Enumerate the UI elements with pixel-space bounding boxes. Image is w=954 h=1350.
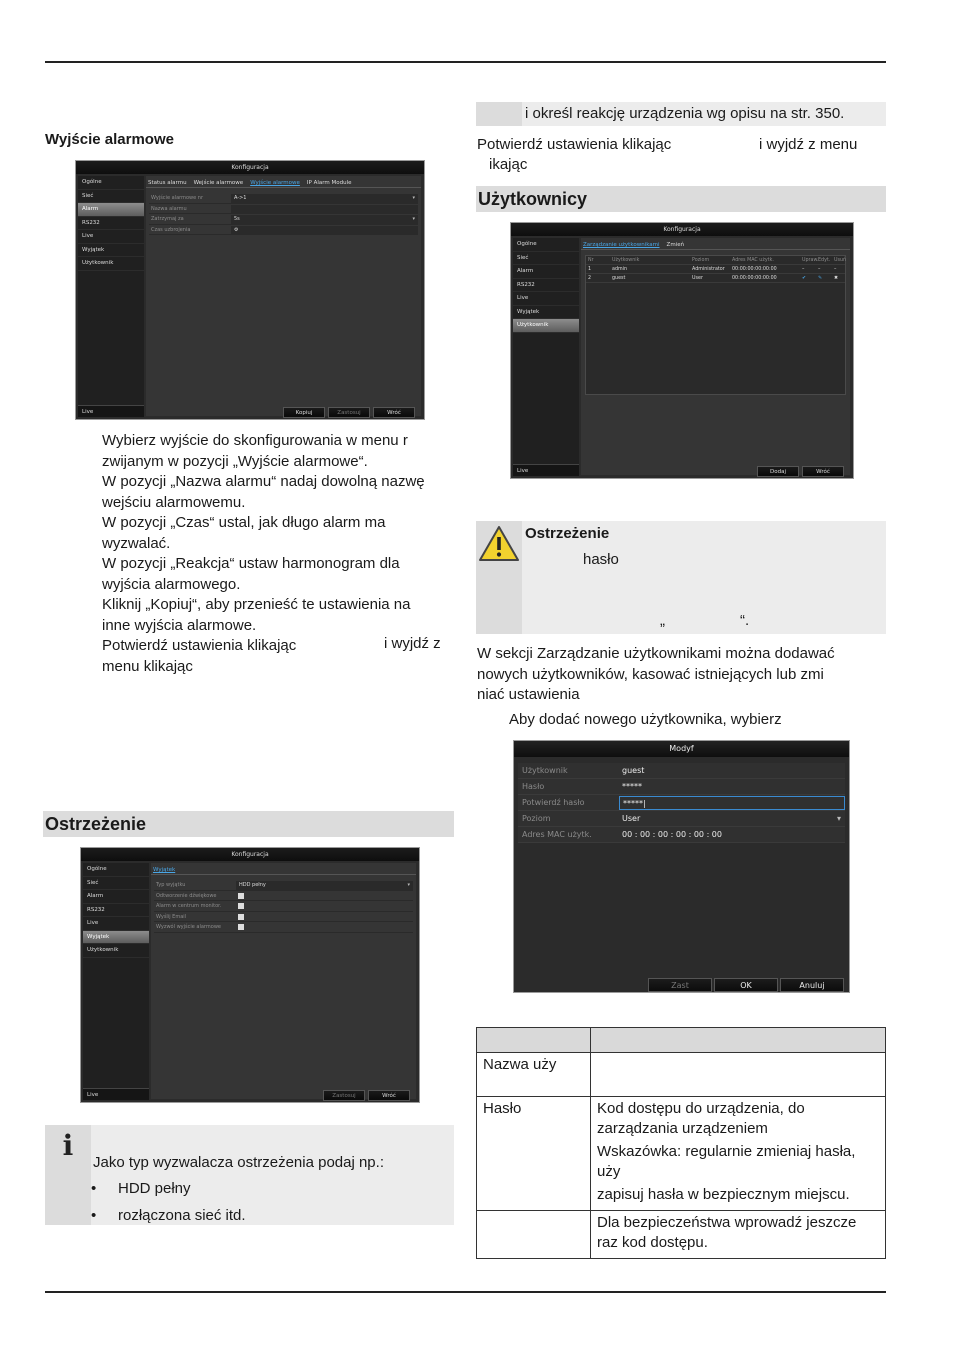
main-panel <box>151 863 416 1099</box>
setting-label: Alarm w centrum monitor. <box>156 903 222 909</box>
info-bullet-1-text: HDD pełny <box>118 1180 191 1197</box>
sidebar-live[interactable]: Live <box>513 464 579 476</box>
screenshot-users <box>510 222 854 479</box>
table-header-cell <box>477 1028 591 1053</box>
text-line: W sekcji Zarządzanie użytkownikami można dodawać <box>477 645 835 662</box>
heading-warning-section: Ostrzeżenie <box>43 811 454 837</box>
column-header: Usuń <box>834 258 847 263</box>
chevron-down-icon: ▾ <box>412 216 415 222</box>
table-row <box>477 1053 886 1097</box>
sidebar-item-ogolne[interactable]: Ogólne <box>83 863 149 877</box>
dialog-row <box>518 779 845 795</box>
setting-value-field[interactable]: A->1 <box>231 194 418 203</box>
dialog-label: Adres MAC użytk. <box>522 830 592 839</box>
dialog-label: Hasło <box>522 782 545 791</box>
dialog-label: Poziom <box>522 814 551 823</box>
setting-row <box>154 880 413 891</box>
sidebar-item-live[interactable]: Live <box>78 230 144 244</box>
setting-label: Typ wyjątku <box>156 882 186 888</box>
table-cell-desc-line: Dla bezpieczeństwa wprowadź jeszcze raz kod dostępu. <box>597 1214 857 1251</box>
window-title: Konfiguracja <box>76 161 424 174</box>
sidebar-live[interactable]: Live <box>83 1088 149 1100</box>
wroc-button[interactable]: Wróć <box>802 466 844 477</box>
zastosuj-button[interactable]: Zastosuj <box>323 1090 365 1101</box>
tab-bar <box>581 240 850 250</box>
user-management-paragraph <box>477 644 885 706</box>
sidebar-live[interactable]: Live <box>78 405 144 417</box>
dialog-row <box>518 811 845 827</box>
exception-type-select[interactable]: HDD pełny <box>236 881 413 890</box>
dialog-title: Modyf <box>514 741 849 757</box>
info-box-side <box>45 1125 91 1225</box>
potwierdz-haslo-field[interactable]: *****| <box>619 796 845 810</box>
table-header-row <box>477 1028 886 1053</box>
kopiuj-button[interactable]: Kopiuj <box>283 407 325 418</box>
edit-icon[interactable]: – <box>818 267 821 272</box>
text-line: inne wyjścia alarmowe. <box>102 616 257 634</box>
haslo-field[interactable]: ***** <box>622 782 642 791</box>
sidebar-item-ogolne[interactable]: Ogólne <box>78 176 144 190</box>
table-cell-desc-line: Wskazówka: regularnie zmieniaj hasła, uży <box>597 1143 856 1180</box>
setting-row <box>149 204 418 215</box>
sidebar-item-alarm[interactable]: Alarm <box>83 890 149 904</box>
tab-zarzadzanie-uzytkownikami[interactable]: Zarządzanie użytkownikami <box>583 242 660 248</box>
checkbox[interactable] <box>238 893 244 899</box>
column-header: Adres MAC użytk. <box>732 258 774 263</box>
text-line: W pozycji „Czas“ ustal, jak długo alarm ma <box>102 514 386 531</box>
top-rule <box>45 61 886 63</box>
text-line: Wybierz wyjście do skonfigurowania w menu r <box>102 432 408 449</box>
chevron-down-icon: ▾ <box>412 195 415 201</box>
sidebar-item-wyjatek[interactable]: Wyjątek <box>513 306 579 320</box>
sidebar-item-rs232[interactable]: RS232 <box>513 279 579 293</box>
text-line: W pozycji „Reakcja“ ustaw harmonogram dla <box>102 555 400 572</box>
table-cell-desc <box>591 1211 886 1259</box>
top-note-band <box>476 102 886 126</box>
sidebar <box>78 176 144 417</box>
screenshot-exception <box>80 847 420 1103</box>
settings-rows <box>154 880 413 933</box>
button-bar <box>280 399 415 416</box>
user-cell: Administrator <box>692 267 725 272</box>
warning-box <box>476 521 886 634</box>
table-cell-param <box>477 1211 591 1259</box>
setting-label: Zatrzymaj za <box>151 216 184 222</box>
zastosuj-button[interactable]: Zastosuj <box>328 407 370 418</box>
setting-row <box>149 214 418 225</box>
top-note-band-side <box>476 102 522 126</box>
confirm-text-b: i wyjdź z menu <box>759 136 858 153</box>
setting-label: Nazwa alarmu <box>151 205 187 212</box>
user-table <box>585 255 846 395</box>
text-line: wyzwalać. <box>102 534 171 552</box>
text-line: Kliknij „Kopiuj“, aby przenieść te ustawienia na <box>102 596 411 613</box>
delete-icon[interactable]: ✖ <box>834 276 839 281</box>
table-header-cell <box>591 1028 886 1053</box>
text-line: menu klikając <box>102 657 193 675</box>
setting-label: Wyjście alarmowe nr <box>151 195 204 201</box>
confirm-tail-text: i wyjdź z <box>384 635 441 652</box>
table-row <box>477 1097 886 1211</box>
dialog-label: Użytkownik <box>522 766 568 775</box>
tab-ip-alarm-module[interactable]: IP Alarm Module <box>306 180 352 186</box>
add-user-instruction: Aby dodać nowego użytkownika, wybierz <box>509 711 782 728</box>
main-panel <box>581 238 850 475</box>
dialog-label: Potwierdź hasło <box>522 798 585 807</box>
table-row <box>477 1211 886 1259</box>
button-bar <box>754 458 844 475</box>
section-title-alarm-output: Wyjście alarmowe <box>45 131 174 148</box>
user-table-header <box>586 256 845 265</box>
top-note-text: i określ reakcję urządzenia wg opisu na str. 350. <box>525 105 845 122</box>
sidebar-item-rs232[interactable]: RS232 <box>83 904 149 918</box>
setting-value-field[interactable]: 5s <box>231 215 418 224</box>
warning-password-word: hasło <box>583 551 619 568</box>
sidebar-item-live[interactable]: Live <box>83 917 149 931</box>
sidebar-item-siec[interactable]: Sieć <box>83 877 149 891</box>
setting-row <box>154 912 413 923</box>
tab-bar <box>146 178 421 188</box>
info-bullet-2-text: rozłączona sieć itd. <box>118 1207 246 1224</box>
sidebar-item-uzytkownik[interactable]: Użytkownik <box>513 319 579 333</box>
screenshot-alarm-output <box>75 160 425 420</box>
checkbox[interactable] <box>238 903 244 909</box>
text-line: niać ustawienia <box>477 686 580 703</box>
setting-label: Czas uzbrojenia <box>151 226 191 233</box>
table-cell-desc <box>591 1053 886 1097</box>
tab-bar <box>151 865 416 875</box>
user-cell: 00:00:00:00:00:00 <box>732 276 777 281</box>
setting-value-field[interactable]: ⚙ <box>231 226 418 235</box>
text-line: nowych użytkowników, kasować istniejących lub zmi <box>477 665 824 683</box>
adres-mac-uzytk-field[interactable]: 00 : 00 : 00 : 00 : 00 : 00 <box>622 830 722 839</box>
bottom-rule <box>45 1291 886 1293</box>
sidebar-item-siec[interactable]: Sieć <box>78 190 144 204</box>
confirm-text-c: ikając <box>489 156 528 173</box>
poziom-field[interactable]: User <box>622 814 641 823</box>
delete-icon[interactable]: – <box>834 267 837 272</box>
table-row[interactable] <box>586 265 845 274</box>
setting-label: Wyślij Email <box>156 913 187 920</box>
sidebar-item-uzytkownik[interactable]: Użytkownik <box>78 257 144 271</box>
warning-title: Ostrzeżenie <box>525 525 610 542</box>
wroc-button[interactable]: Wróć <box>373 407 415 418</box>
user-cell: admin <box>612 267 628 272</box>
setting-label: Wyzwól wyjście alarmowe <box>156 924 221 930</box>
table-cell-param: Hasło <box>477 1097 591 1211</box>
setting-label: Odtworzenie dźwiękowe <box>156 892 217 899</box>
table-cell-desc <box>591 1097 886 1211</box>
warning-icon <box>478 525 520 563</box>
table-cell-desc-line: Kod dostępu do urządzenia, do zarządzania urządzeniem <box>597 1100 805 1137</box>
info-box: i Jako typ wyzwalacza ostrzeżenia podaj np.: • HDD pełny • rozłączona sieć itd. <box>45 1125 454 1225</box>
user-cell: User <box>692 276 703 281</box>
uzytkownik-field[interactable]: guest <box>622 766 645 775</box>
text-line: wyjścia alarmowego. <box>102 575 241 593</box>
text-line: wejściu alarmowemu. <box>102 493 246 511</box>
sidebar-item-rs232[interactable]: RS232 <box>78 217 144 231</box>
sidebar-item-siec[interactable]: Sieć <box>513 252 579 266</box>
setting-value-field[interactable] <box>231 205 418 214</box>
setting-row <box>154 922 413 933</box>
tab-status-alarmu[interactable]: Status alarmu <box>148 180 187 186</box>
edit-icon[interactable]: ✎ <box>818 276 823 281</box>
sidebar-item-live[interactable]: Live <box>513 292 579 306</box>
user-cell: 2 <box>588 276 592 281</box>
main-panel <box>146 176 421 416</box>
dialog-row <box>518 763 845 779</box>
sidebar-item-wyjatek[interactable]: Wyjątek <box>78 244 144 258</box>
warning-quote-fragment: „ “. <box>660 612 750 629</box>
window-title: Konfiguracja <box>511 223 853 236</box>
sidebar <box>83 863 149 1100</box>
checkbox[interactable] <box>238 924 244 930</box>
permission-icon[interactable]: – <box>802 267 805 272</box>
sidebar-item-alarm[interactable]: Alarm <box>513 265 579 279</box>
dodaj-button[interactable]: Dodaj <box>757 466 799 477</box>
checkbox[interactable] <box>238 914 244 920</box>
modify-user-dialog <box>513 740 850 993</box>
tab-wejscie-alarmowe[interactable]: Wejście alarmowe <box>193 180 244 186</box>
confirm-text-a: Potwierdź ustawienia klikając <box>477 136 672 153</box>
column-header: Upraw. <box>802 258 819 263</box>
chevron-down-icon: ▾ <box>836 814 841 823</box>
setting-row <box>149 193 418 204</box>
setting-row <box>154 891 413 902</box>
setting-row <box>149 225 418 236</box>
zast-button[interactable]: Zast <box>648 978 712 992</box>
tab-zmien[interactable]: Zmień <box>666 242 685 248</box>
table-row[interactable] <box>586 274 845 283</box>
column-header: Edyt. <box>818 258 831 263</box>
dialog-row <box>518 795 845 811</box>
text-line: W pozycji „Nazwa alarmu“ nadaj dowolną nazwę <box>102 473 425 490</box>
settings-rows <box>149 193 418 235</box>
window-title: Konfiguracja <box>81 848 419 861</box>
warning-box-side <box>476 521 522 634</box>
anuluj-button[interactable]: Anuluj <box>780 978 844 992</box>
button-bar <box>320 1082 410 1099</box>
user-cell: 00:00:00:00:00:00 <box>732 267 777 272</box>
sidebar-item-alarm[interactable]: Alarm <box>78 203 144 217</box>
sidebar-item-ogolne[interactable]: Ogólne <box>513 238 579 252</box>
wroc-button[interactable]: Wróć <box>368 1090 410 1101</box>
chevron-down-icon: ▾ <box>407 882 410 888</box>
dialog-rows <box>518 763 845 843</box>
user-cell: guest <box>612 276 626 281</box>
permission-icon[interactable]: ✔ <box>802 276 807 281</box>
dialog-row <box>518 827 845 843</box>
text-line: zwijanym w pozycji „Wyjście alarmowe“. <box>102 452 368 470</box>
sidebar <box>513 238 579 476</box>
user-cell: 1 <box>588 267 592 272</box>
sidebar-item-wyjatek[interactable]: Wyjątek <box>83 931 149 945</box>
sidebar-item-uzytkownik[interactable]: Użytkownik <box>83 944 149 958</box>
table-cell-desc-line: zapisuj hasła w bezpiecznym miejscu. <box>597 1186 850 1203</box>
column-header: Poziom <box>692 258 710 263</box>
heading-users: Użytkownicy <box>476 186 886 212</box>
info-icon: i <box>62 1129 74 1162</box>
ok-button[interactable]: OK <box>714 978 778 992</box>
table-cell-param: Nazwa uży <box>477 1053 591 1097</box>
column-header: Nr <box>588 258 594 263</box>
info-text: Jako typ wyzwalacza ostrzeżenia podaj np.: <box>93 1154 384 1171</box>
dialog-button-bar <box>648 973 846 990</box>
tab-wyjatek[interactable]: Wyjątek <box>153 867 176 873</box>
parameter-table <box>476 1027 886 1259</box>
column-header: Użytkownik <box>612 258 640 263</box>
setting-row <box>154 901 413 912</box>
tab-wyjscie-alarmowe[interactable]: Wyjście alarmowe <box>250 180 300 186</box>
text-line: Potwierdź ustawienia klikając <box>102 637 297 654</box>
